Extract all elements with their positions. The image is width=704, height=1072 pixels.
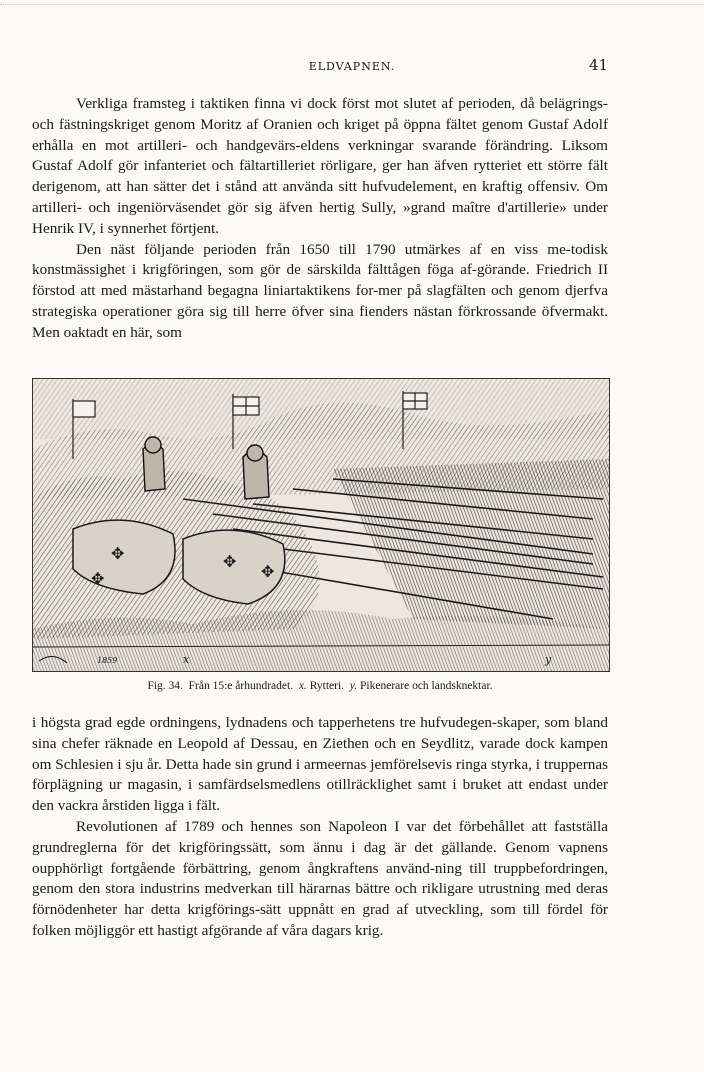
body-text-after-figure — [32, 713, 608, 942]
figure-number: Fig. 34. — [147, 680, 183, 692]
figure-title: Från 15:e århundradet. — [188, 680, 294, 692]
caption-y-mark: y. — [349, 680, 358, 692]
body-text-before-figure — [32, 94, 608, 344]
caption-x-mark: x. — [298, 680, 307, 692]
caption-y-label: Pikenerare och landsknektar. — [360, 680, 493, 692]
svg-text:✥: ✥ — [223, 552, 237, 571]
svg-text:✥: ✥ — [91, 569, 105, 588]
figure-mark-x: x — [183, 653, 190, 666]
figure-mark-y: y — [545, 653, 552, 666]
paragraph: Den näst följande perioden från 1650 till 1790 utmärkes af en viss me-todisk konstmässighet i krigföringen, som gör de särskilda fälttågen föga af-görande. Friedrich II förstod att med mästarhand begagna liniartaktikens for-mer på slagfälten och genom djerfva strategiska operationer göra sig till herre öfver sina fienders nästan förkrossande öfvermakt. Men oaktadt en här, som — [32, 240, 608, 341]
page-number: 41 — [589, 56, 609, 74]
paragraph: Verkliga framsteg i taktiken finna vi dock först mot slutet af perioden, då belägrings- och fästningskriget genom Moritz af Oranien och kriget på öppna fältet genom Gustaf Adolf erhålla en mot artilleri- och handgevärs-eldens verkningar svarande förändring. Liksom Gustaf Adolf gör infanteriet och fältartilleriet rörligare, ger han äfven rytteriet ett större fält derigenom, att han sätter det i stånd att använda sitt hufvudelement, en kraftig offensiv. Om artilleri- och ingeniörväsendet gör sig äfven hertig Sully, »grand maître d'artillerie» under Henrik IV, i synnerhet förtjent. — [32, 95, 608, 237]
caption-x-label: Rytteri. — [309, 680, 345, 692]
paragraph: Revolutionen af 1789 och hennes son Napoleon I var det förbehållet att fastställa grundreglerna för det krigföringssätt, som ännu i dag är det gällande. Genom vapnens oupphörligt fortgående förbättring, genom ångkraftens använd-ning till truppbefordringen, genom den stora industrins medverkan till härarnas bättre och rikligare utrustning med deras förnödenheter har detta krigförings-sätt uppnått en grad af utveckling, som till fördel för folken möjliggör ett hastigt afgörande af våra dagars krig. — [32, 817, 608, 939]
svg-text:✥: ✥ — [261, 562, 275, 581]
engraving-date: 1859 — [97, 656, 118, 665]
svg-text:✥: ✥ — [111, 544, 125, 563]
battle-engraving — [32, 378, 610, 672]
running-title: ELDVAPNEN. — [308, 60, 396, 73]
top-edge-rule — [0, 4, 704, 6]
figure-caption — [0, 680, 640, 692]
paragraph: i högsta grad egde ordningens, lydnadens och tapperhetens tre hufvudegen-skaper, som bland sina chefer räknade en Leopold af Dessau, en Ziethen och en Seydlitz, varade dock kampen om Schlesien i sju år. Detta hade sin grund i armeernas jemförelsevis ringa styrka, i truppernas förplägning ur magasin, i samfärdselsmedlens otillräcklighet samt i bruket att endast under den vackra årstiden ligga i fält. — [32, 714, 608, 815]
